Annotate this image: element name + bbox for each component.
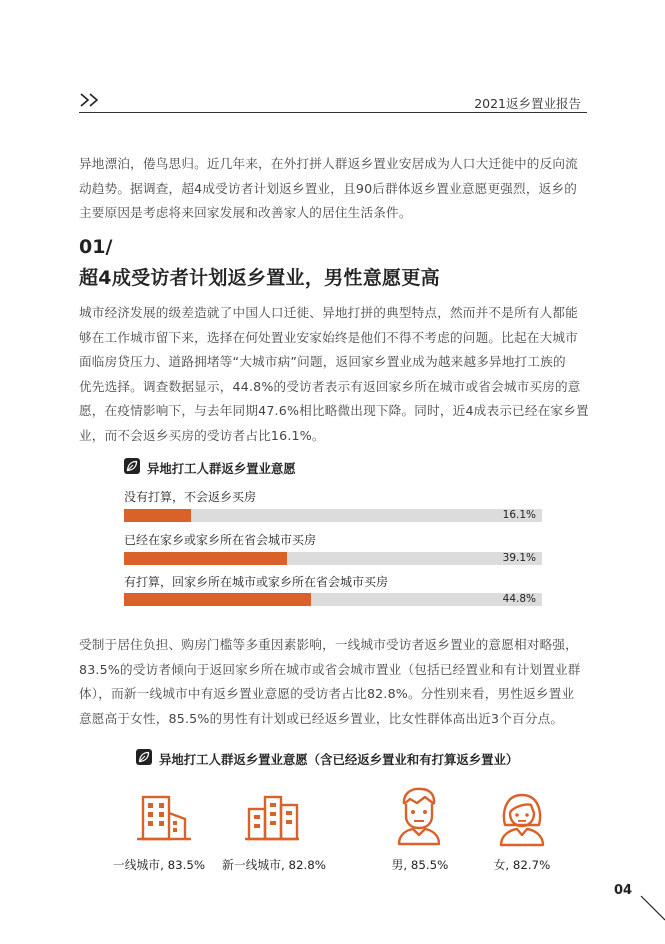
man-icon [395, 786, 443, 846]
body-paragraph [79, 301, 590, 449]
section-title: 超4成受访者计划返乡置业，男性意愿更高 [79, 267, 440, 289]
bar-label: 没有打算，不会返乡买房 [124, 490, 257, 504]
text-line: 够在工作城市留下来，选择在何处置业安家始终是他们不得不考虑的问题。比起在大城市 [79, 329, 578, 345]
analysis-paragraph [79, 633, 590, 731]
city-buildings-icon [243, 793, 301, 843]
text-line: 愿，在疫情影响下，与去年同期47.6%相比略微出现下降。同时，近4成表示已经在家乡置 [79, 403, 589, 419]
section-number: 01/ [79, 236, 113, 258]
bar-track [124, 552, 542, 565]
text-line: 优先选择。调查数据显示，44.8%的受访者表示有返回家乡所在城市或省会城市买房的意 [79, 378, 581, 394]
woman-icon [497, 791, 547, 847]
leaf-icon [124, 458, 140, 474]
text-line: 动趋势。据调查，超4成受访者计划返乡置业，且90后群体返乡置业意愿更强烈，返乡的 [79, 180, 578, 196]
text-line: 受制于居住负担、购房门槛等多重因素影响，一线城市受访者返乡置业的意愿相对略强， [79, 637, 578, 652]
report-title: 2021返乡置业报告 [474, 96, 581, 111]
text-line: 面临房贷压力、道路拥堵等“大城市病”问题，返回家乡置业成为越来越多异地打工族的 [79, 354, 566, 370]
bar-track [124, 509, 542, 522]
city-tier1-caption: 一线城市, 83.5% [112, 858, 206, 872]
intro-paragraph [79, 152, 590, 226]
bar-value-label: 44.8% [502, 593, 536, 605]
bar-value-label: 39.1% [502, 552, 536, 564]
city-new-tier1-caption: 新一线城市, 82.8% [222, 858, 326, 872]
corner-decoration [625, 880, 665, 944]
text-line: 83.5%的受访者倾向于返回家乡所在城市或省会城市置业（包括已经置业和有计划置业群 [79, 661, 581, 677]
text-line: 城市经济发展的级差造就了中国人口迁徙、异地打拼的典型特点，然而并不是所有人都能 [79, 305, 578, 320]
text-line: 意愿高于女性，85.5%的男性有计划或已经返乡置业，比女性群体高出近3个百分点。 [79, 710, 564, 726]
male-caption: 男, 85.5% [391, 858, 449, 872]
bar-fill [124, 509, 191, 522]
page-number: 04 [614, 883, 633, 898]
bar-fill [124, 593, 311, 606]
bar-track [124, 593, 542, 606]
city-building-icon [135, 793, 193, 843]
leaf-icon [136, 749, 152, 765]
header-divider [79, 112, 587, 113]
bar-label: 已经在家乡或家乡所在省会城市买房 [124, 533, 317, 547]
text-line: 异地漂泊，倦鸟思归。近几年来，在外打拼人群返乡置业安居成为人口大迁徙中的反向流 [79, 156, 578, 171]
female-caption: 女, 82.7% [493, 858, 551, 872]
chart2-title: 异地打工人群返乡置业意愿（含已经返乡置业和有打算返乡置业） [159, 752, 519, 767]
text-line: 体），而新一线城市中有返乡置业意愿的受访者占比82.8%。分性别来看，男性返乡置业 [79, 686, 575, 702]
bar-fill [124, 552, 287, 565]
bar-value-label: 16.1% [502, 509, 536, 521]
text-line: 业，而不会返乡买房的受访者占比16.1%。 [79, 427, 325, 443]
bar-label: 有打算，回家乡所在城市或家乡所在省会城市买房 [124, 575, 389, 589]
text-line: 主要原因是考虑将来回家发展和改善家人的居住生活条件。 [79, 205, 412, 221]
double-chevron-right-icon [79, 92, 109, 108]
chart1-title: 异地打工人群返乡置业意愿 [147, 461, 296, 476]
